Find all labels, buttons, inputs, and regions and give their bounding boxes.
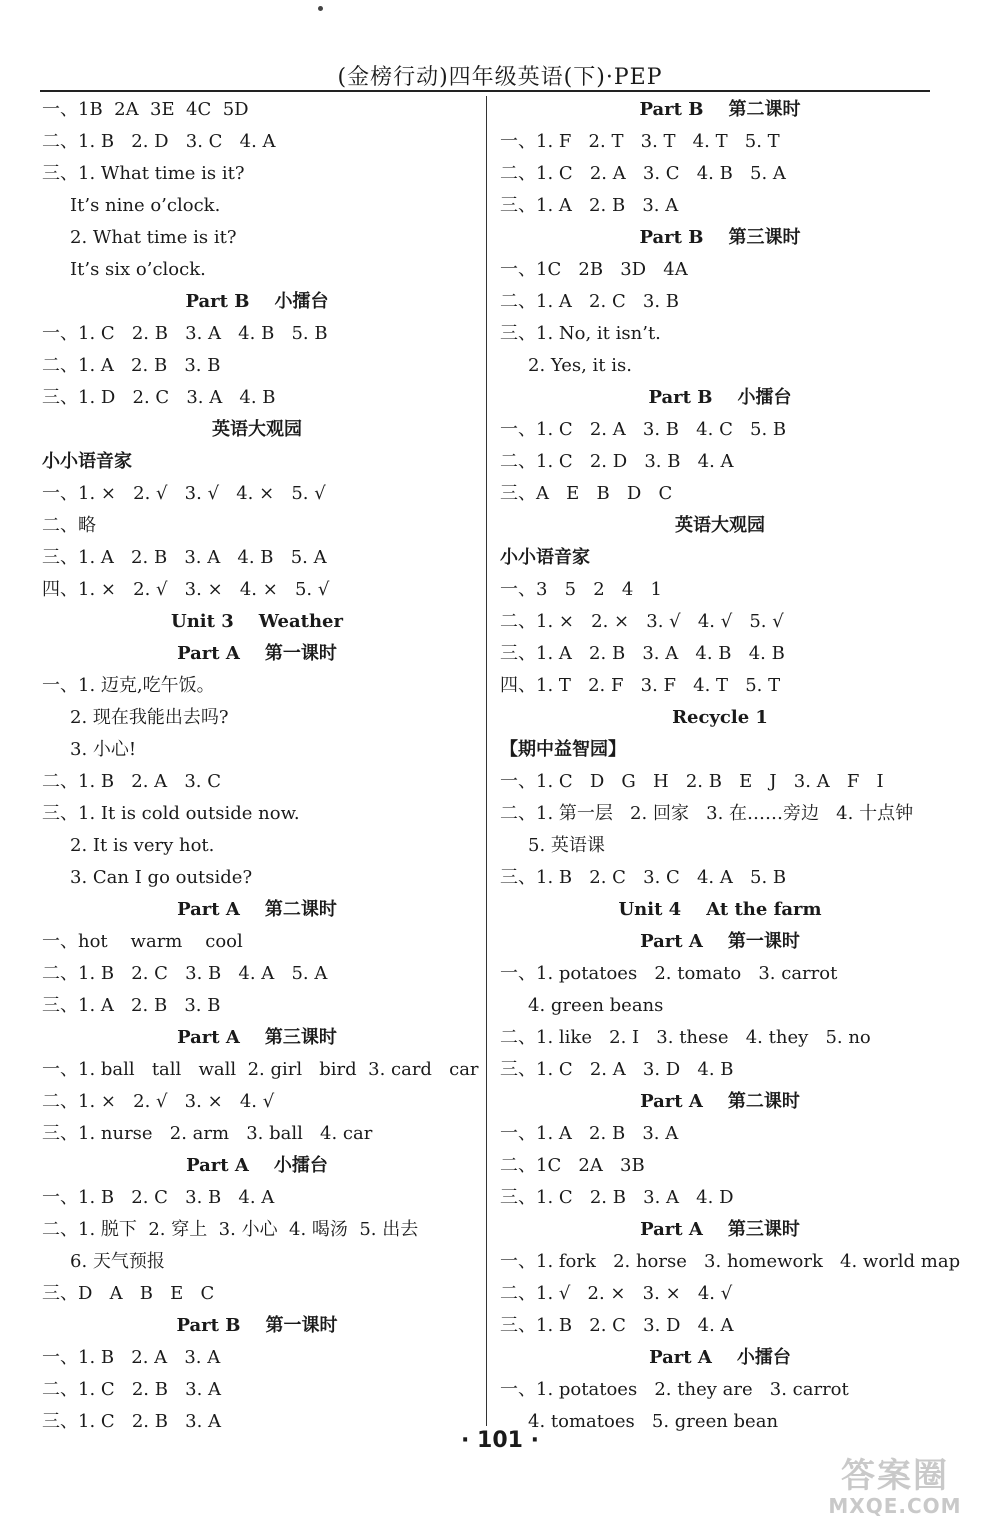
column-divider (486, 96, 487, 1426)
left-answer-line: 三、D A B E C (42, 1283, 215, 1304)
left-answer-line: 一、1B 2A 3E 4C 5D (42, 99, 249, 120)
right-answer-line: 三、A E B D C (500, 483, 673, 504)
left-answer-line: 二、1. A 2. B 3. B (42, 355, 221, 376)
left-answer-line: 二、1. 脱下 2. 穿上 3. 小心 4. 喝汤 5. 出去 (42, 1219, 419, 1240)
left-answer-line: 三、1. D 2. C 3. A 4. B (42, 387, 276, 408)
right-answer-line: 二、1. 第一层 2. 回家 3. 在……旁边 4. 十点钟 (500, 803, 914, 824)
left-section-heading: Part A 第一课时 (177, 643, 337, 664)
right-section-heading: Part B 第二课时 (639, 99, 801, 120)
right-answer-line: 一、1. C D G H 2. B E J 3. A F I (500, 771, 884, 792)
right-answer-line: 四、1. T 2. F 3. F 4. T 5. T (500, 675, 781, 696)
right-answer-line: 5. 英语课 (528, 835, 605, 856)
left-answer-line: 3. 小心! (70, 739, 137, 760)
left-answer-line: 三、1. It is cold outside now. (42, 803, 300, 824)
right-answer-line: 二、1. C 2. A 3. C 4. B 5. A (500, 163, 786, 184)
right-answer-line: 4. tomatoes 5. green bean (528, 1411, 779, 1432)
right-answer-line: 三、1. No, it isn’t. (500, 323, 661, 344)
left-answer-line: 6. 天气预报 (70, 1251, 165, 1272)
left-answer-line: 二、1. × 2. √ 3. × 4. √ (42, 1091, 275, 1112)
right-section-heading: 英语大观园 (675, 515, 765, 536)
left-section-heading: Part B 小擂台 (185, 291, 329, 312)
right-answer-line: 【期中益智园】 (500, 739, 626, 760)
left-answer-line: 3. Can I go outside? (70, 867, 253, 888)
left-answer-line: 三、1. A 2. B 3. B (42, 995, 221, 1016)
watermark-line1: 答案圈 (841, 1456, 949, 1496)
right-column (500, 94, 961, 1438)
left-answer-line: It’s six o’clock. (70, 259, 206, 280)
right-answer-line: 三、1. C 2. A 3. D 4. B (500, 1059, 734, 1080)
left-answer-line: 一、1. × 2. √ 3. √ 4. × 5. √ (42, 483, 326, 504)
right-answer-line: 一、1. A 2. B 3. A (500, 1123, 679, 1144)
right-answer-line: 三、1. B 2. C 3. D 4. A (500, 1315, 734, 1336)
right-section-heading: Part B 第三课时 (639, 227, 801, 248)
left-section-heading: Unit 3 Weather (171, 611, 343, 632)
left-answer-line: 二、1. B 2. C 3. B 4. A 5. A (42, 963, 328, 984)
left-answer-line: 一、1. 迈克,吃午饭。 (42, 675, 215, 696)
right-answer-line: 一、3 5 2 4 1 (500, 579, 662, 600)
left-answer-line: 小小语音家 (42, 451, 132, 472)
right-answer-line: 一、1. F 2. T 3. T 4. T 5. T (500, 131, 780, 152)
left-answer-line: 三、1. nurse 2. arm 3. ball 4. car (42, 1123, 373, 1144)
right-answer-line: 二、1. × 2. × 3. √ 4. √ 5. √ (500, 611, 784, 632)
left-answer-line: 二、1. B 2. A 3. C (42, 771, 222, 792)
left-answer-line: 2. What time is it? (70, 227, 237, 248)
left-answer-line: 三、1. A 2. B 3. A 4. B 5. A (42, 547, 327, 568)
right-answer-line: 二、1. C 2. D 3. B 4. A (500, 451, 734, 472)
right-answer-line: 小小语音家 (500, 547, 590, 568)
left-section-heading: Part A 第三课时 (177, 1027, 337, 1048)
header-rule (40, 90, 930, 92)
right-answer-line: 一、1. C 2. A 3. B 4. C 5. B (500, 419, 787, 440)
right-section-heading: Part A 第三课时 (640, 1219, 800, 1240)
top-ink-mark (318, 6, 323, 11)
left-section-heading: 英语大观园 (212, 419, 302, 440)
right-section-heading: Part A 第一课时 (640, 931, 800, 952)
right-answer-line: 2. Yes, it is. (528, 355, 632, 376)
right-answer-line: 一、1. fork 2. horse 3. homework 4. world map (500, 1251, 961, 1272)
watermark-logo (810, 1458, 980, 1517)
left-answer-line: 2. It is very hot. (70, 835, 215, 856)
right-answer-line: 一、1. potatoes 2. they are 3. carrot (500, 1379, 849, 1400)
right-answer-line: 二、1. like 2. I 3. these 4. they 5. no (500, 1027, 871, 1048)
left-section-heading: Part A 小擂台 (186, 1155, 328, 1176)
left-answer-line: 三、1. C 2. B 3. A (42, 1411, 222, 1432)
left-answer-line: 二、1. C 2. B 3. A (42, 1379, 222, 1400)
right-answer-line: 二、1C 2A 3B (500, 1155, 645, 1176)
left-answer-line: 一、1. B 2. C 3. B 4. A (42, 1187, 275, 1208)
page-number: · 101 · (461, 1428, 539, 1453)
right-answer-line: 一、1C 2B 3D 4A (500, 259, 688, 280)
right-answer-line: 三、1. A 2. B 3. A 4. B 4. B (500, 643, 785, 664)
left-answer-line: 一、1. C 2. B 3. A 4. B 5. B (42, 323, 328, 344)
left-section-heading: Part A 第二课时 (177, 899, 337, 920)
left-answer-line: 二、略 (42, 515, 96, 536)
left-answer-line: 一、hot warm cool (42, 931, 243, 952)
left-answer-line: It’s nine o’clock. (70, 195, 221, 216)
left-column (42, 94, 479, 1438)
watermark-line2: MXQE.COM (828, 1494, 962, 1519)
left-answer-line: 一、1. B 2. A 3. A (42, 1347, 221, 1368)
right-answer-line: 二、1. √ 2. × 3. × 4. √ (500, 1283, 733, 1304)
right-section-heading: Part A 小擂台 (649, 1347, 791, 1368)
right-answer-line: 二、1. A 2. C 3. B (500, 291, 680, 312)
left-answer-line: 三、1. What time is it? (42, 163, 245, 184)
left-answer-line: 四、1. × 2. √ 3. × 4. × 5. √ (42, 579, 330, 600)
left-answer-line: 二、1. B 2. D 3. C 4. A (42, 131, 276, 152)
left-answer-line: 2. 现在我能出去吗? (70, 707, 229, 728)
left-answer-line: 一、1. ball tall wall 2. girl bird 3. card car (42, 1059, 479, 1080)
right-section-heading: Unit 4 At the farm (618, 899, 822, 920)
right-section-heading: Part A 第二课时 (640, 1091, 800, 1112)
page-header-title: (金榜行动)四年级英语(下)·PEP (337, 65, 663, 90)
right-section-heading: Part B 小擂台 (648, 387, 792, 408)
right-answer-line: 三、1. C 2. B 3. A 4. D (500, 1187, 734, 1208)
right-answer-line: 4. green beans (528, 995, 664, 1016)
right-answer-line: 三、1. B 2. C 3. C 4. A 5. B (500, 867, 787, 888)
right-section-heading: Recycle 1 (672, 707, 768, 728)
left-section-heading: Part B 第一课时 (176, 1315, 338, 1336)
right-answer-line: 三、1. A 2. B 3. A (500, 195, 679, 216)
right-answer-line: 一、1. potatoes 2. tomato 3. carrot (500, 963, 838, 984)
